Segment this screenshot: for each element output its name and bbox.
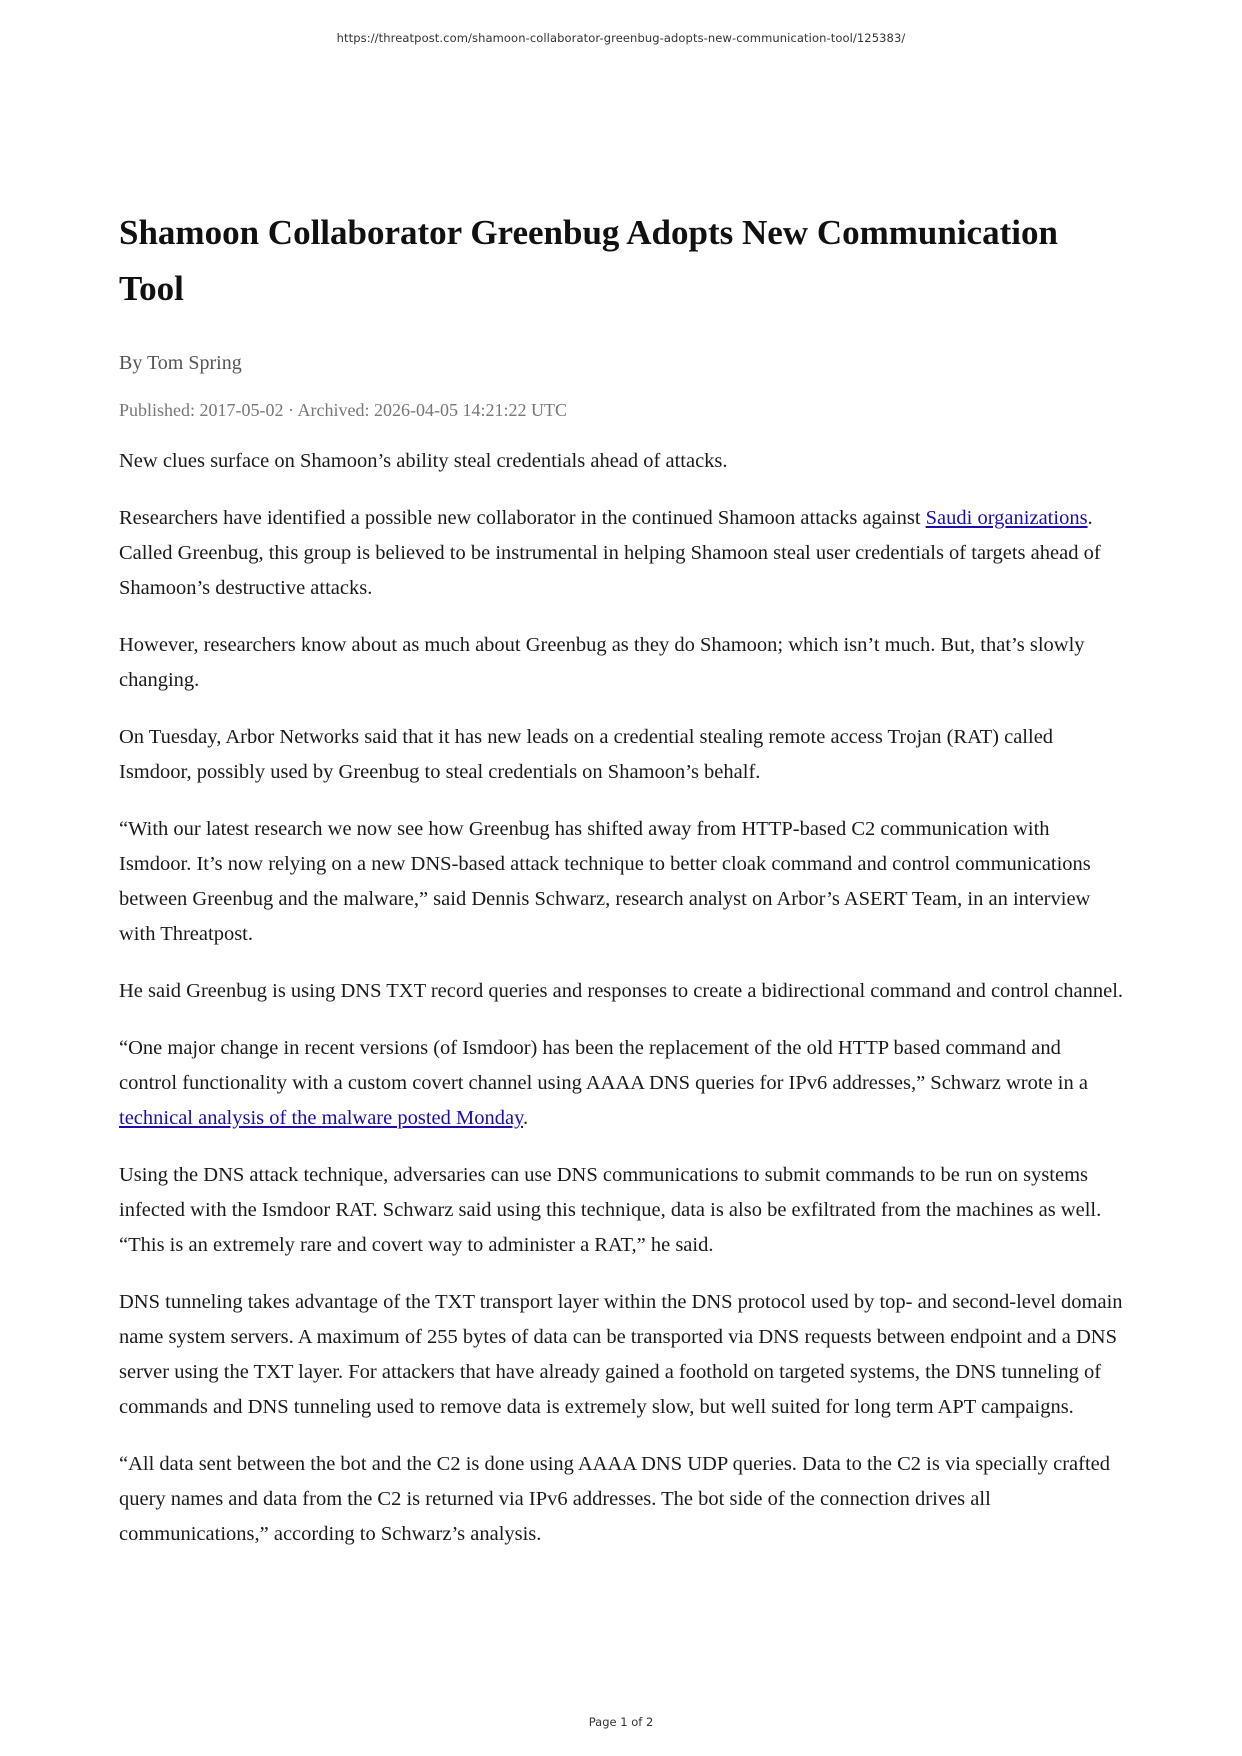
- paragraph-1: New clues surface on Shamoon’s ability steal credentials ahead of attacks.: [119, 450, 728, 472]
- saudi-organizations-link[interactable]: Saudi organizations: [925, 507, 1088, 529]
- paragraph-2: [119, 501, 1124, 606]
- article-meta: Published: 2017-05-02 · Archived: 2026-04-05 14:21:22 UTC: [119, 400, 567, 420]
- paragraph-7: [119, 1031, 1124, 1136]
- paragraph-8: Using the DNS attack technique, adversaries can use DNS communications to submit commands to be run on systems infected with the Ismdoor RAT. Schwarz said using this technique, data is also be exfiltrated from the machines as well. “This is an extremely rare and covert way to administer a RAT,” he said.: [119, 1164, 1102, 1256]
- page-url: https://threatpost.com/shamoon-collaborator-greenbug-adopts-new-communication-tool/125383/: [336, 31, 906, 45]
- paragraph-5: “With our latest research we now see how Greenbug has shifted away from HTTP-based C2 communication with Ismdoor. It’s now relying on a new DNS-based attack technique to better cloak command and control communications between Greenbug and the malware,” said Dennis Schwarz, research analyst on Arbor’s ASERT Team, in an interview with Threatpost.: [119, 818, 1091, 945]
- article-title: Shamoon Collaborator Greenbug Adopts New Communication Tool: [119, 213, 1058, 308]
- technical-analysis-link[interactable]: technical analysis of the malware posted Monday: [119, 1107, 523, 1129]
- page-number: Page 1 of 2: [588, 1715, 654, 1729]
- article-byline: By Tom Spring: [119, 352, 242, 374]
- article: [119, 205, 1124, 1574]
- paragraph-3: However, researchers know about as much about Greenbug as they do Shamoon; which isn’t much. But, that’s slowly changing.: [119, 634, 1085, 691]
- paragraph-7-text-before: “One major change in recent versions (of Ismdoor) has been the replacement of the old HTTP based command and control functionality with a custom covert channel using AAAA DNS queries for IPv6 addresses,” Schwarz wrote in a: [119, 1037, 1088, 1094]
- paragraph-4: On Tuesday, Arbor Networks said that it has new leads on a credential stealing remote access Trojan (RAT) called Ismdoor, possibly used by Greenbug to steal credentials on Shamoon’s behalf.: [119, 726, 1054, 783]
- paragraph-10: “All data sent between the bot and the C2 is done using AAAA DNS UDP queries. Data to the C2 is via specially crafted query names and data from the C2 is returned via IPv6 addresses. The bot side of the connection drives all communications,” according to Schwarz’s analysis.: [119, 1453, 1111, 1545]
- article-body: [119, 444, 1124, 1552]
- paragraph-9: DNS tunneling takes advantage of the TXT transport layer within the DNS protocol used by top- and second-level domain name system servers. A maximum of 255 bytes of data can be transported via DNS requests between endpoint and a DNS server using the TXT layer. For attackers that have already gained a foothold on targeted systems, the DNS tunneling of commands and DNS tunneling used to remove data is extremely slow, but well suited for long term APT campaigns.: [119, 1291, 1123, 1418]
- paragraph-2-text-after: . Called Greenbug, this group is believed to be instrumental in helping Shamoon steal user credentials of targets ahead of Shamoon’s destructive attacks.: [119, 507, 1101, 599]
- paragraph-7-text-after: .: [522, 1107, 529, 1129]
- paragraph-6: He said Greenbug is using DNS TXT record queries and responses to create a bidirectional command and control channel.: [119, 980, 1124, 1002]
- paragraph-2-text-before: Researchers have identified a possible new collaborator in the continued Shamoon attacks against: [119, 507, 926, 529]
